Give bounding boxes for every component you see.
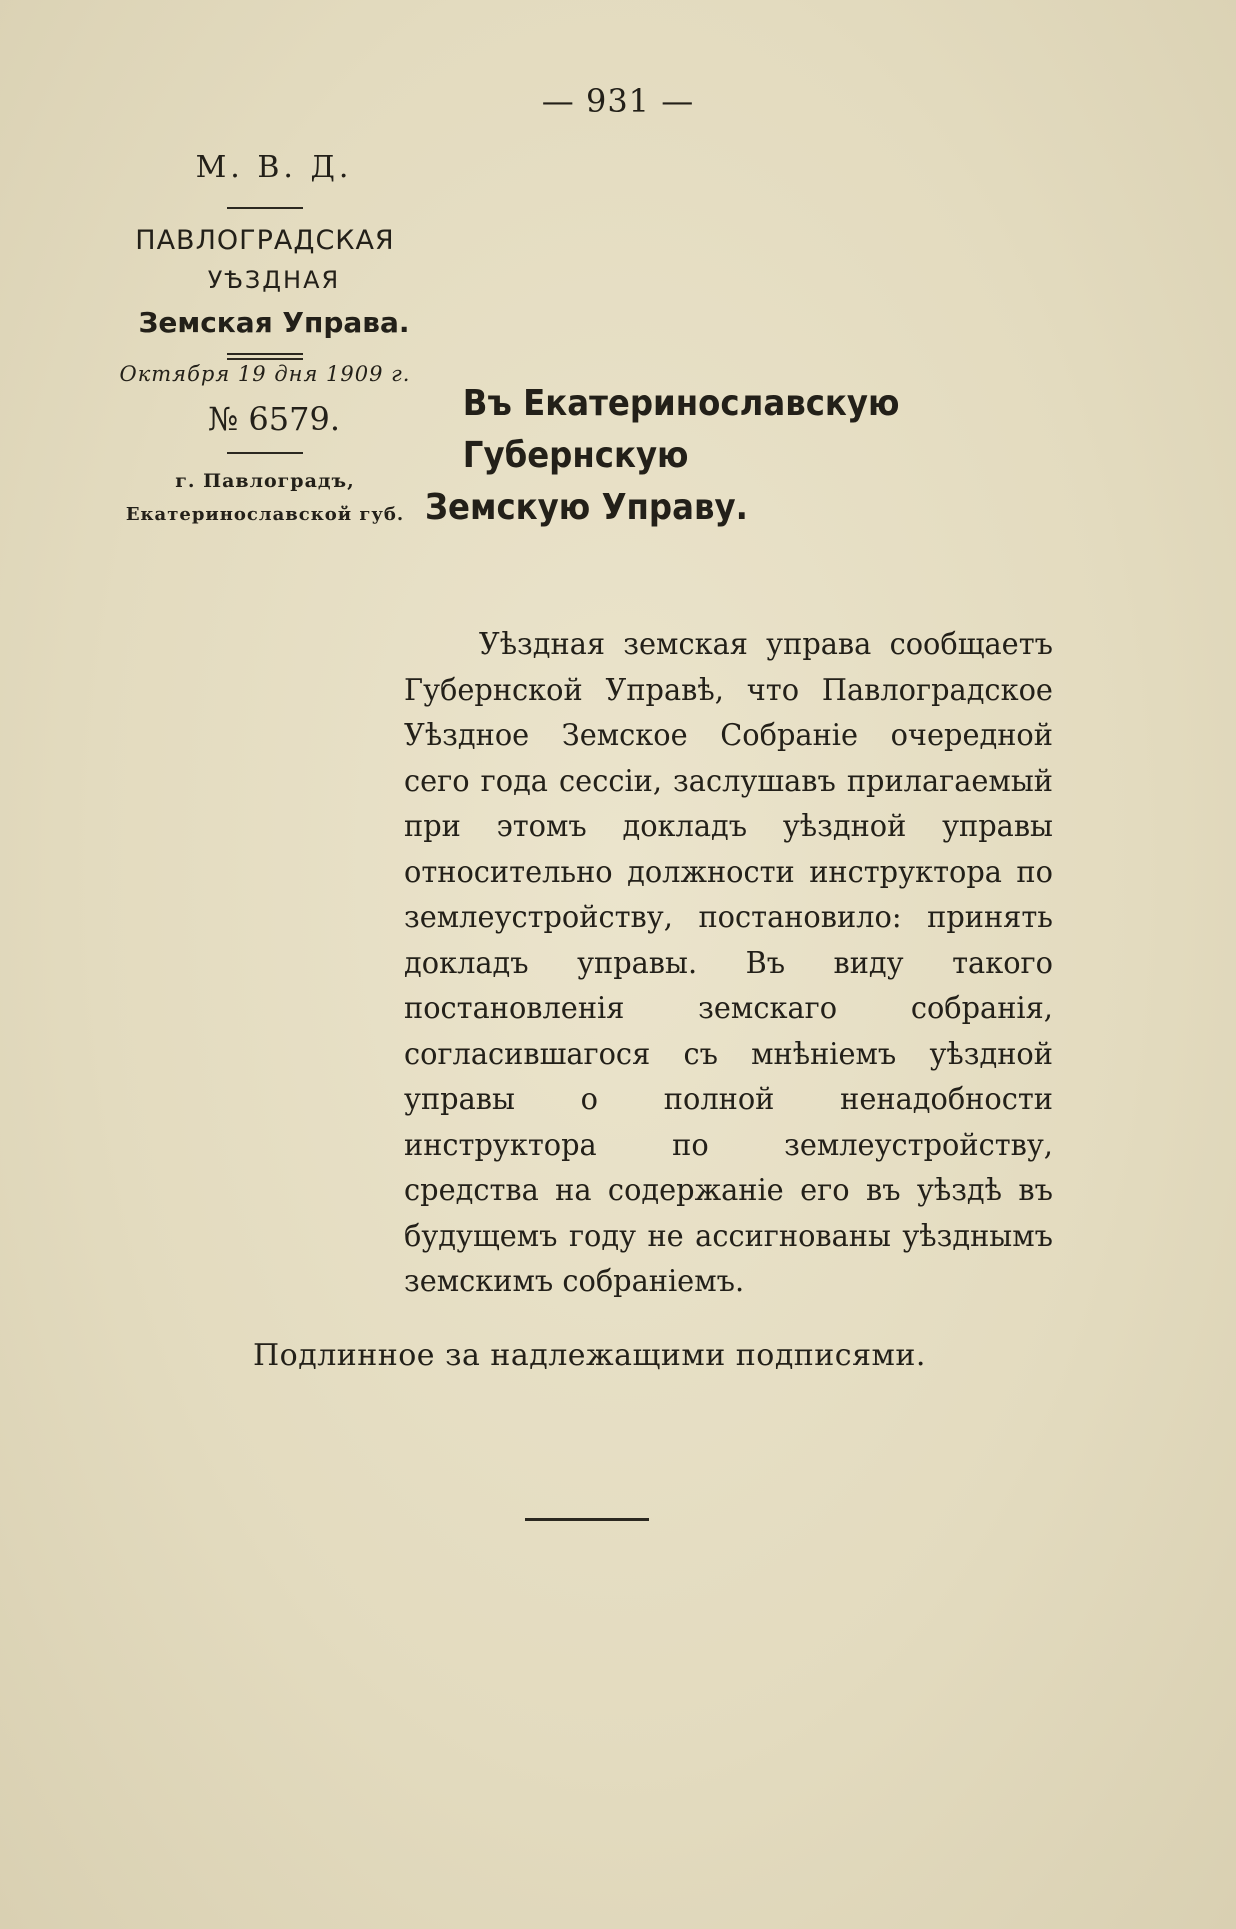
org-name-line1: ПАВЛОГРАДСКАЯ xyxy=(135,225,395,256)
addressee-line2: Земскую Управу. xyxy=(425,487,748,528)
end-divider xyxy=(525,1518,649,1521)
divider xyxy=(227,207,303,209)
addressee-line1: Въ Екатеринославскую Губернскую xyxy=(462,383,900,476)
divider xyxy=(227,452,303,454)
body-paragraph: Уѣздная земская управа сообщаетъ Губернской Управѣ, что Павлоградское Уѣздное Земское Собраніе очередной сего года сессіи, заслушавъ прилагаемый при этомъ докладъ уѣздной управы относительно должности инструктора по землеустройству, постановило: принять докладъ управы. Въ виду такого постановленія земскаго собранія, согласившагося съ мнѣніемъ уѣздной управы о полной ненадобности инструктора по землеустройству, средства на содержаніе его въ уѣздѣ въ будущемъ году не ассигнованы уѣзднымъ земскимъ собраніемъ. xyxy=(404,627,1053,1299)
org-name-line2: УѢЗДНАЯ xyxy=(207,266,341,294)
double-divider xyxy=(227,353,303,360)
city: г. Павлоградъ, xyxy=(175,470,355,492)
province: Екатеринославской губ. xyxy=(125,504,405,525)
letter-number: № 6579. xyxy=(207,400,341,438)
letterhead xyxy=(95,150,435,525)
addressee xyxy=(425,378,1055,534)
page-number: — 931 — xyxy=(541,82,695,120)
letter-date: Октября 19 дня 1909 г. xyxy=(119,362,411,386)
ministry-abbreviation: М. В. Д. xyxy=(195,150,353,185)
signature-note: Подлинное за надлежащими подписями. xyxy=(253,1338,926,1373)
org-name-line3: Земская Управа. xyxy=(138,306,410,339)
